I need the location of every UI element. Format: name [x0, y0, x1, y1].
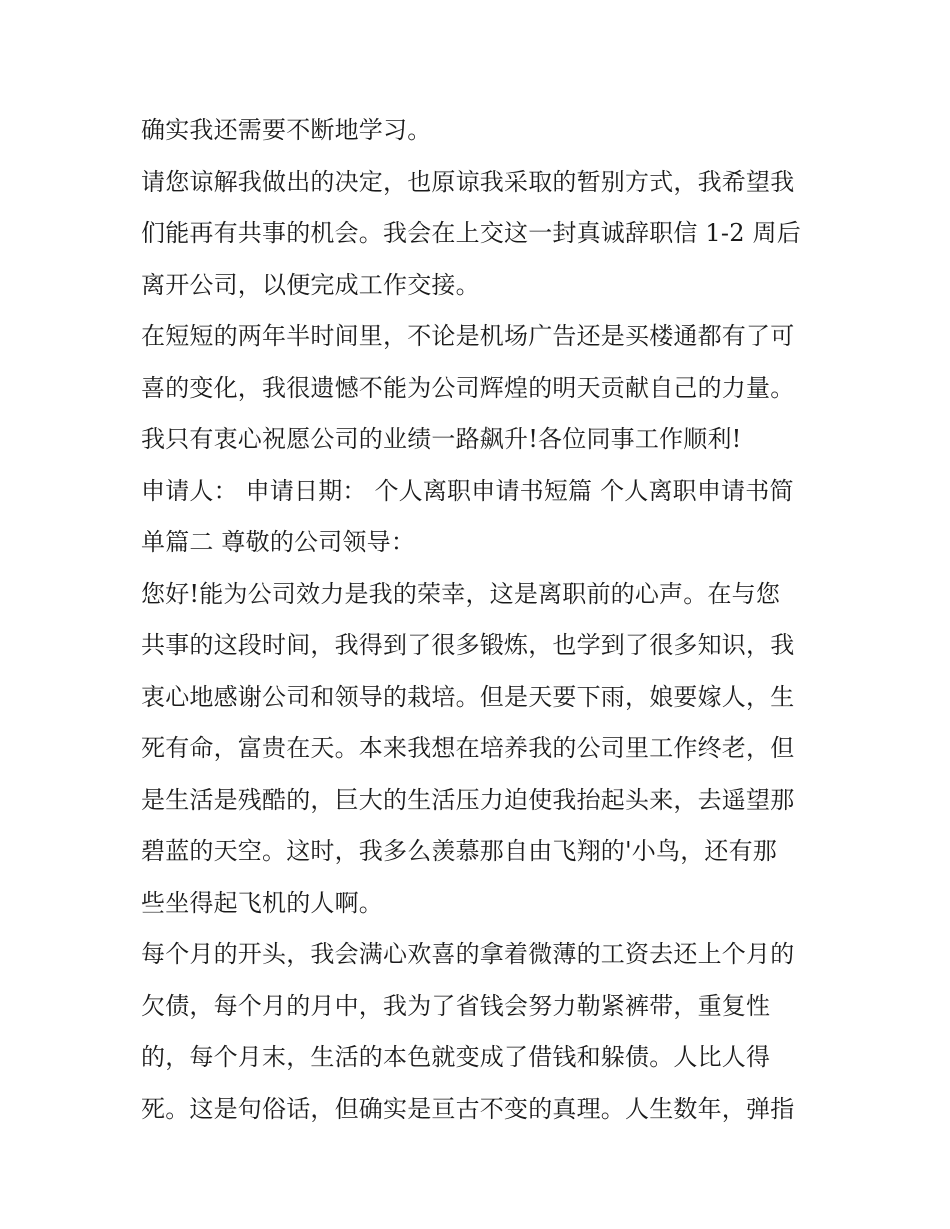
text-line: 死。这是句俗话，但确实是亘古不变的真理。人生数年，弹指 — [141, 1094, 795, 1123]
text-line: 的，每个月末，生活的本色就变成了借钱和躲债。人比人得 — [141, 1043, 771, 1071]
text-line: 申请人： 申请日期： 个人离职申请书短篇 个人离职申请书简 — [141, 476, 794, 505]
text-line: 衷心地感谢公司和领导的栽培。但是天要下雨，娘要嫁人，生 — [141, 682, 795, 711]
text-line: 们能再有共事的机会。我会在上交这一封真诚辞职信 1-2 周后 — [141, 219, 801, 247]
text-line: 在短短的两年半时间里，不论是机场广告还是买楼通都有了可 — [141, 322, 795, 350]
text-line: 是生活是残酷的，巨大的生活压力迫使我抬起头来，去遥望那 — [141, 785, 795, 814]
text-line: 请您谅解我做出的决定，也原谅我采取的暂别方式，我希望我 — [141, 167, 795, 196]
text-line: 每个月的开头，我会满心欢喜的拿着微薄的工资去还上个月的 — [141, 940, 795, 968]
text-line: 些坐得起飞机的人啊。 — [141, 888, 383, 917]
text-line: 碧蓝的天空。这时，我多么羡慕那自由飞翔的'小鸟，还有那 — [141, 837, 777, 865]
text-line: 您好!能为公司效力是我的荣幸，这是离职前的心声。在与您 — [141, 579, 781, 608]
text-line: 离开公司，以便完成工作交接。 — [141, 270, 480, 299]
text-line: 喜的变化，我很遗憾不能为公司辉煌的明天贡献自己的力量。 — [141, 373, 795, 402]
text-line: 确实我还需要不断地学习。 — [141, 116, 432, 144]
text-line: 我只有衷心祝愿公司的业绩一路飙升!各位同事工作顺利! — [141, 425, 742, 453]
document-body — [141, 109, 831, 1139]
text-line: 死有命，富贵在天。本来我想在培养我的公司里工作终老，但 — [141, 734, 795, 762]
text-line: 单篇二 尊敬的公司领导： — [141, 528, 416, 556]
text-line: 欠债，每个月的月中，我为了省钱会努力勒紧裤带，重复性 — [141, 991, 771, 1020]
text-line: 共事的这段时间，我得到了很多锻炼，也学到了很多知识，我 — [141, 631, 795, 659]
